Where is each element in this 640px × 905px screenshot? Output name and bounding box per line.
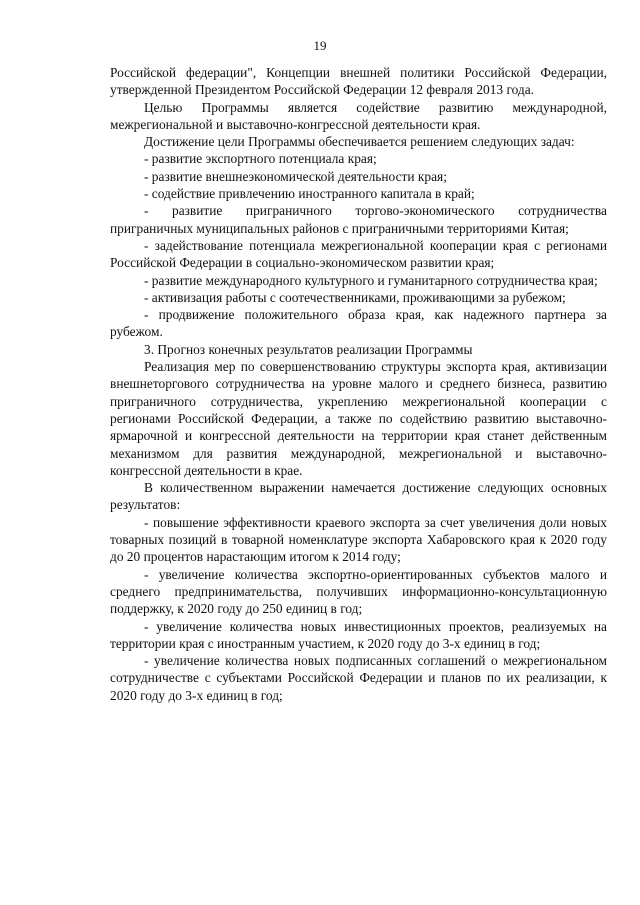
list-item: - увеличение количества экспортно-ориентированных субъектов малого и среднего предпринимательства, получивших информационно-консультационную поддержку, к 2020 году до 250 единиц в год;	[110, 566, 607, 617]
list-item: - активизация работы с соотечественниками, проживающими за рубежом;	[144, 289, 566, 305]
list-item: - содействие привлечению иностранного капитала в край;	[144, 186, 475, 202]
paragraphs-before-heading	[110, 64, 607, 341]
list-item: - увеличение количества новых инвестиционных проектов, реализуемых на территории края с иностранным участием, к 2020 году до 3-х единиц в год;	[110, 618, 607, 651]
page-number: 19	[313, 38, 327, 53]
section-heading: 3. Прогноз конечных результатов реализации Программы	[144, 341, 473, 357]
paragraph: Российской федерации", Концепции внешней политики Российской Федерации, утвержденной Президентом Российской Федерации 12 февраля 2013 года.	[110, 65, 607, 98]
paragraphs-after-heading	[110, 358, 607, 704]
document-body	[110, 64, 607, 704]
list-item: - развитие международного культурного и гуманитарного сотрудничества края;	[144, 272, 598, 288]
paragraph: Целью Программы является содействие развитию международной, межрегиональной и выставочно-конгрессной деятельности края.	[110, 99, 607, 132]
list-item: - увеличение количества новых подписанных соглашений о межрегиональном сотрудничестве с субъектами Российской Федерации и планов по их реализации, к 2020 году до 3-х единиц в год;	[110, 653, 607, 703]
list-item: - продвижение положительного образа края, как надежного партнера за рубежом.	[110, 307, 607, 340]
list-item: - повышение эффективности краевого экспорта за счет увеличения доли новых товарных позиций в товарной номенклатуре экспорта Хабаровского края к 2020 году до 20 процентов нарастающим итогом к 2014 году;	[110, 514, 607, 565]
list-item: - развитие приграничного торгово-экономического сотрудничества приграничных муниципальных районов с приграничными территориями Китая;	[110, 203, 607, 236]
list-item: - развитие внешнеэкономической деятельности края;	[144, 168, 447, 184]
paragraph: В количественном выражении намечается достижение следующих основных результатов:	[110, 480, 607, 513]
list-item: - развитие экспортного потенциала края;	[144, 151, 377, 167]
paragraph: Достижение цели Программы обеспечивается решением следующих задач:	[144, 134, 575, 150]
paragraph: Реализация мер по совершенствованию структуры экспорта края, активизации внешнеторгового сотрудничества на уровне малого и среднего бизнеса, развитию приграничного сотрудничества, укреплению межрегиональной кооперации с регионами Российской Федерации, а также по содействию развитию выставочно-ярмарочной и конгрессной деятельности на территории края станет действенным механизмом для развития международной, межрегиональной и выставочно-конгрессной деятельности в крае.	[110, 359, 607, 478]
list-item: - задействование потенциала межрегиональной кооперации края с регионами Российской Федерации в социально-экономическом развитии края;	[110, 237, 607, 271]
